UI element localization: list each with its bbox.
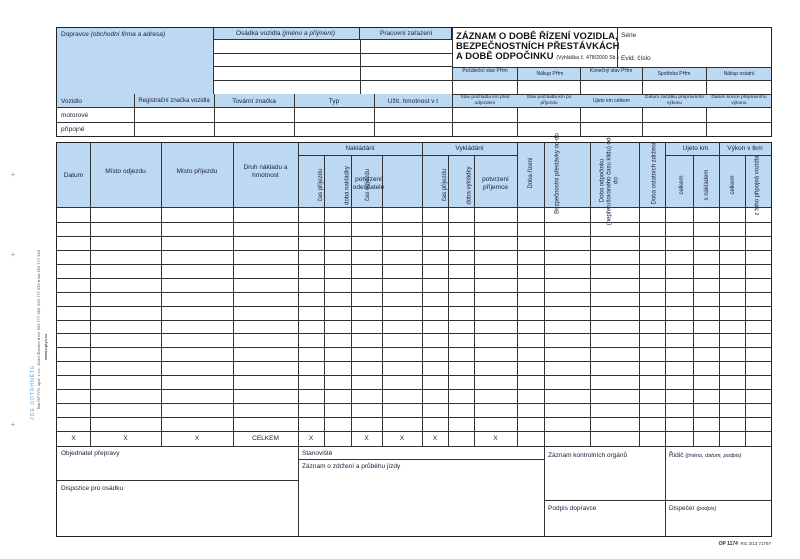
group-nakladani: Nakládání bbox=[345, 145, 375, 152]
group-divider bbox=[298, 155, 422, 156]
col-datum: Datum bbox=[63, 172, 84, 179]
osadka-row-line bbox=[214, 53, 452, 54]
km-header: Datum začátku přepravního výkonu bbox=[645, 95, 704, 106]
sum-x: X bbox=[399, 435, 405, 442]
title-divider bbox=[617, 28, 618, 67]
col-doba-odpocinku: Doba odpočinku (nepřerušovaného času klidu) od-do bbox=[599, 135, 620, 226]
grid-col-line bbox=[298, 143, 299, 446]
table-row-line bbox=[57, 347, 771, 348]
side-margin bbox=[20, 170, 48, 430]
col-cas-prijezdu: čas příjezdu bbox=[318, 168, 324, 202]
cut-label: ZDE ODTRHNĚTE bbox=[30, 364, 36, 420]
sum-x: X bbox=[364, 435, 369, 442]
col-doba-ostatnich: Doba ostatních zdržení bbox=[651, 142, 658, 205]
sum-x: X bbox=[432, 435, 438, 442]
zaznam-zdrzeni-label: Záznam o zdržení a průběhu jízdy bbox=[302, 463, 401, 470]
pracovni-header bbox=[360, 28, 452, 40]
col-doba-vykladky: doba vykládky bbox=[466, 166, 473, 205]
form-code: OP 1174 RG 3/13 71797 bbox=[718, 541, 771, 547]
group-ujeto-km: Ujeto km bbox=[682, 145, 709, 152]
table-row-line bbox=[57, 361, 771, 362]
km-header: Stav počítadla km po příjezdu bbox=[526, 95, 572, 106]
vehicle-header: Tovární značka bbox=[232, 98, 276, 105]
vehicle-header: Užit. hmotnost v t bbox=[387, 98, 439, 105]
table-row-line bbox=[57, 431, 771, 432]
grid-col-line bbox=[590, 143, 591, 446]
bottom-row-line bbox=[57, 480, 298, 481]
col-cas-prijezdu-2: čas příjezdu bbox=[442, 168, 448, 202]
group-divider bbox=[665, 155, 719, 156]
col-misto-prijezdu: Místo příjezdu bbox=[176, 168, 218, 175]
table-row-line bbox=[57, 333, 771, 334]
grid-col-line bbox=[517, 143, 518, 446]
bottom-col-line bbox=[665, 446, 666, 536]
osadka-row-line bbox=[214, 80, 452, 81]
col-ujeto-s-nakladem: s nákladem bbox=[704, 169, 710, 201]
table-row-line bbox=[57, 236, 771, 237]
bottom-row-line bbox=[544, 500, 771, 501]
sum-x: X bbox=[123, 435, 128, 442]
form-title: ZÁZNAM O DOBĚ ŘÍZENÍ VOZIDLA, BEZPEČNOSTNÍCH PŘESTÁVKÁCH A DOBĚ ODPOČINKU (Vyhláška č. 478/2000 Sb.) bbox=[456, 30, 620, 61]
table-row-line bbox=[57, 250, 771, 251]
dopravce-label: Dopravce (obchodní firma a adresa) bbox=[61, 31, 166, 38]
fuel-header: Nákup ostatní bbox=[723, 71, 755, 77]
ridic-label: Řidič (jméno, datum, podpis) bbox=[669, 452, 742, 459]
vehicle-col-line bbox=[134, 94, 135, 137]
km-row-line bbox=[453, 122, 771, 123]
grid-col-line bbox=[544, 143, 545, 446]
grid-col-line bbox=[90, 143, 91, 446]
vehicle-row-line bbox=[57, 122, 452, 123]
dopravce-field[interactable] bbox=[57, 28, 214, 94]
group-divider bbox=[719, 155, 771, 156]
grid-col-line bbox=[161, 143, 162, 446]
sum-x: X bbox=[493, 435, 498, 442]
table-row-line bbox=[57, 320, 771, 321]
dispecer-label: Dispečer (podpis) bbox=[669, 505, 717, 512]
sum-celkem: CELKEM bbox=[252, 435, 279, 442]
grid-col-line bbox=[719, 143, 720, 446]
col-potvrzeni-prijemce: potvrzení příjemce bbox=[482, 176, 509, 191]
osadka-label: Osádka vozidla (jméno a příjmení) bbox=[236, 30, 336, 37]
fuel-header: Počáteční stav PHm bbox=[462, 68, 508, 74]
group-vykladani: Vykládání bbox=[455, 145, 484, 152]
vehicle-header: Registrační značka vozidla bbox=[138, 98, 210, 104]
publisher-web: www.optys.cz bbox=[43, 333, 48, 360]
table-row-line bbox=[57, 306, 771, 307]
vehicle-row-label: přípojné bbox=[61, 126, 85, 133]
col-doba-nakladky: doba nakládky bbox=[344, 166, 351, 205]
km-header: Ujeto km celkem bbox=[593, 98, 630, 104]
col-druh-nakladu: Druh nákladu a hmotnost bbox=[243, 164, 288, 179]
grid-col-line bbox=[665, 143, 666, 446]
osadka-row-line bbox=[214, 66, 452, 67]
stanoviste-label: Stanoviště bbox=[302, 450, 333, 457]
vehicle-col-line bbox=[374, 94, 375, 137]
dispozice-label: Dispozice pro osádku bbox=[61, 485, 124, 492]
col-potvrzeni-odesilatele: potvrzení odesílatele bbox=[352, 176, 385, 191]
grid-col-line bbox=[233, 143, 234, 446]
col-ujeto-celkem: celkem bbox=[679, 175, 685, 195]
table-row-line bbox=[57, 389, 771, 390]
sum-x: X bbox=[308, 435, 314, 442]
km-header: Datum konce přepravního výkonu bbox=[711, 95, 767, 106]
vehicle-header: Typ bbox=[328, 98, 340, 105]
col-vykon-celkem: celkem bbox=[730, 175, 736, 195]
vehicle-col-line bbox=[214, 94, 215, 137]
serie-label: Série bbox=[621, 32, 637, 39]
table-row-line bbox=[57, 292, 771, 293]
vehicle-header: Vozidlo bbox=[61, 98, 82, 105]
vehicle-col-line bbox=[294, 94, 295, 137]
grid-col-line bbox=[639, 143, 640, 446]
col-cas-odjezdu: čas odjezdu bbox=[365, 168, 371, 202]
bottom-row-line bbox=[298, 459, 544, 460]
evid-label: Evid. číslo bbox=[621, 55, 651, 62]
zaznam-kontrolnich-label: Záznam kontrolních orgánů bbox=[548, 452, 628, 459]
title-left-line bbox=[452, 28, 453, 137]
col-bezpecnostni-prestavky: Bezpečnostní přestávky od-do bbox=[554, 133, 561, 214]
table-row-line bbox=[57, 403, 771, 404]
podpis-dopravce-label: Podpis dopravce bbox=[548, 505, 597, 512]
fuel-header: Konečný stav PHm bbox=[589, 68, 633, 74]
table-row-line bbox=[57, 222, 771, 223]
fuel-header: Spotřeba PHm bbox=[657, 71, 691, 77]
col-z-toho-pripojna: z toho připojná vozidla bbox=[754, 155, 761, 216]
pracovni-label: Pracovní zařazení bbox=[380, 30, 433, 37]
table-row-line bbox=[57, 264, 771, 265]
table-row-line bbox=[57, 278, 771, 279]
cut-mark-icon: + bbox=[10, 170, 16, 179]
col-doba-rizeni: Doba řízení bbox=[528, 157, 534, 189]
osadka-header bbox=[214, 28, 360, 40]
table-row-line bbox=[57, 375, 771, 376]
group-vykon: Výkon v tkm bbox=[727, 145, 763, 152]
osadka-col-line bbox=[360, 40, 361, 94]
sum-x: X bbox=[194, 435, 200, 442]
publisher-text: Tisk OPTYS, spol. s r.o., Dolní Životice ● tel. 553 777 365, 553 777 333 ● fax 553 777 318 bbox=[36, 250, 41, 410]
km-header: Stav počítadla km před odjezdem bbox=[460, 95, 510, 106]
fuel-header: Nákup PHm bbox=[536, 71, 564, 77]
bottom-col-line bbox=[544, 446, 545, 536]
sum-x: X bbox=[71, 435, 76, 442]
cut-mark-icon: + bbox=[10, 420, 16, 429]
col-misto-odjezdu: Místo odjezdu bbox=[105, 168, 146, 175]
bottom-top-line bbox=[57, 446, 771, 447]
objednatel-label: Objednatel přepravy bbox=[61, 450, 120, 457]
table-row-line bbox=[57, 417, 771, 418]
cut-mark-icon: + bbox=[10, 250, 16, 259]
grid-col-line bbox=[422, 143, 423, 446]
vehicle-row-label: motorové bbox=[61, 112, 89, 119]
